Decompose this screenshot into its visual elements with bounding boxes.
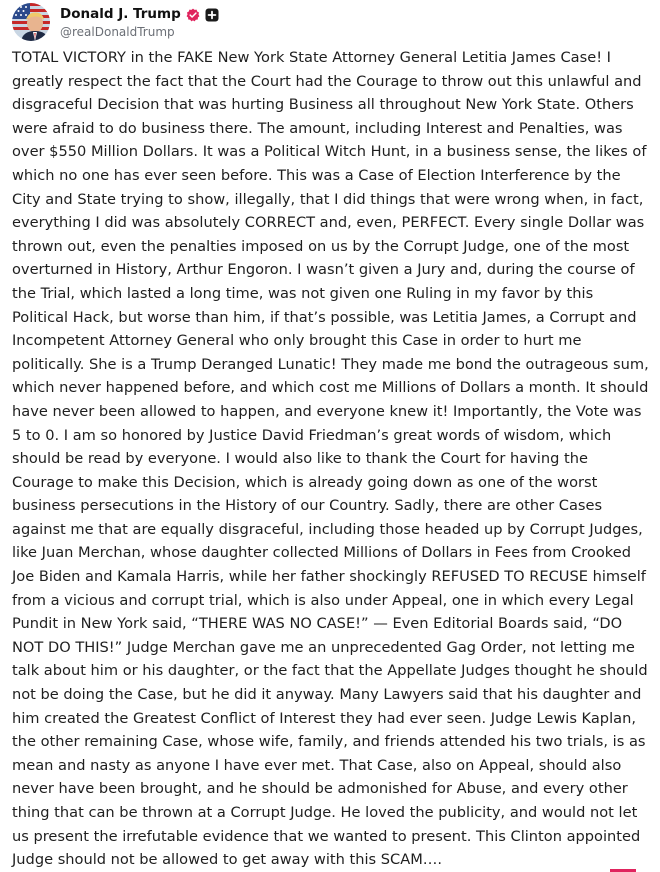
author-handle[interactable]: @realDonaldTrump xyxy=(60,25,175,39)
author-name-row xyxy=(60,5,219,23)
author-display-name[interactable]: Donald J. Trump xyxy=(60,6,181,22)
plus-square-icon xyxy=(205,7,219,21)
post-header xyxy=(12,2,219,42)
author-info xyxy=(60,5,219,39)
avatar-image xyxy=(12,3,50,41)
verified-badge-icon xyxy=(186,7,200,21)
post-text: TOTAL VICTORY in the FAKE New York State Attorney General Letitia James Case! I greatly respect the fact that the Court had the Courage to throw out this unlawful and disgraceful Decision that was hurting Business all throughout New York State. Others were afraid to do business there. The amount, including Interest and Penalties, was over $550 Million Dollars. It was a Political Witch Hunt, in a business sense, the likes of which no one has ever seen before. This was a Case of Election Interference by the City and State trying to show, illegally, that I did things that were wrong when, in fact, everything I did was absolutely CORRECT and, even, PERFECT. Every single Dollar was thrown out, even the penalties imposed on us by the Corrupt Judge, one of the most overturned in History, Arthur Engoron. I wasn’t given a Jury and, during the course of the Trial, which lasted a long time, was not given one Ruling in my favor by this Political Hack, but worse than him, if that’s possible, was Letitia James, a Corrupt and Incompetent Attorney General who only brought this Case in order to hurt me politically. She is a Trump Deranged Lunatic! They made me bond the outrageous sum, which never happened before, and which cost me Millions of Dollars a month. It should have never been allowed to happen, and everyone knew it! Importantly, the Vote was 5 to 0. I am so honored by Justice David Friedman’s great words of wisdom, which should be read by everyone. I would also like to thank the Court for having the Courage to make this Decision, which is already going down as one of the worst business persecutions in the History of our Country. Sadly, there are other Cases against me that are equally disgraceful, including those headed up by Corrupt Judges, like Juan Merchan, whose daughter collected Millions of Dollars in Fees from Crooked Joe Biden and Kamala Harris, while her father shockingly REFUSED TO RECUSE himself from a vicious and corrupt trial, which is also under Appeal, one in which every Legal Pundit in New York said, “THERE WAS NO CASE!” — Even Editorial Boards said, “DO NOT DO THIS!” Judge Merchan gave me an unprecedented Gag Order, not letting me talk about him or his daughter, or the fact that the Appellate Judges thought he should not be doing the Case, but he did it anyway. Many Lawyers said that his daughter and him created the Greatest Conflict of Interest they had ever seen. Judge Lewis Kaplan, the other remaining Case, whose wife, family, and friends attended his two trials, is as mean and nasty as anyone I have ever met. That Case, also on Appeal, should also never have been brought, and he should be admonished for Abuse, and every other thing that can be thrown at a Corrupt Judge. He loved the publicity, and would not let us present the irrefutable evidence that we wanted to present. This Clinton appointed Judge should not be allowed to get away with this SCAM…. xyxy=(12,49,649,869)
profile-photo-with-flag-icon[interactable] xyxy=(12,3,50,41)
